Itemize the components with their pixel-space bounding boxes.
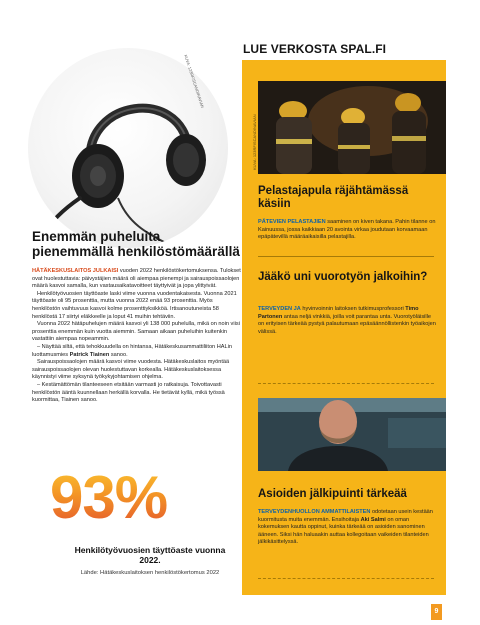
sidebar-title: LUE VERKOSTA SPAL.FI: [243, 42, 387, 56]
photo-credit: KUVA: 123RF/SCANDINAVIAN: [183, 54, 206, 109]
lead-paragraph: HÄTÄKESKUSLAITOS JULKAISI vuoden 2022 henkilöstökertomuksensa. Tulokset ovat huolestuttavia: päivystäjien määrä oli aiempaa pienempi ja sairauspoissaolojen määrä kasvoi samalla, kun vastausaikatavoitteet täyttyivät ja jopa ylittyivät.: [32, 268, 241, 290]
person-name: Timo Partonen: [258, 306, 419, 320]
headset-photo: [28, 48, 228, 248]
person-name: Aki Salmi: [360, 516, 386, 523]
item-title: Pelastajapula räjähtämässä käsiin: [258, 185, 409, 210]
quote-paragraph: – Näyttää siltä, että tehokkuudella on hintansa, Hätäkeskusammattiliiton HALin luottamusmies Patrick Tiainen sanoo.: [32, 343, 232, 358]
paragraph: Vuonna 2022 hätäpuhelujen määrä kasvoi yli 138 000 puhelulla, mikä on noin viisi prosenttia enemmän kuin vuotta aiemmin. Samaan aikaan puheluihin kuitenkin vastattiin aiempaa nopeammin.: [32, 321, 240, 343]
stat-number: 93%: [50, 464, 168, 531]
paragraph: – Kestämättömän tilanteeseen etsitään varmasti jo ratkaisuja. Toivottavasti henkilöstön ääntä kuunnellaan herkällä korvalla. He tietävät kyllä, mikä työssä kuormittaa, Tiainen sanoo.: [32, 381, 225, 404]
item-title: Jääkö uni vuorotyön jalkoihin?: [258, 271, 428, 283]
divider: [258, 578, 434, 579]
paragraph: Sairauspoissaolojen määrä kasvoi viime vuodesta. Hätäkeskuslaitos myöntää sairauspoissaolojen olevan huolestuttavan korkealla. Hätäkeskuslaitoksessa käynnistyi viime syksynä työkykyjohtamisen ohjelma.: [32, 359, 230, 381]
divider: [258, 256, 434, 257]
headset-illustration: [28, 48, 228, 248]
item-kicker: PÄTEVIEN PELASTAJIEN: [258, 219, 326, 225]
article-headline: Enemmän puheluita pienemmällä henkilöstömäärällä: [32, 229, 240, 259]
item-body: PÄTEVIEN PELASTAJIEN saaminen on kiven takana. Pahin tilanne on Kainuussa, jossa kaikkiaan 20 avointa virkaa joudutaan korvaamaan epäpätevillä määräaikaisilla pelastajilla.: [258, 219, 436, 241]
stat-label: Henkilötyövuosien täyttöaste vuonna 2022.: [74, 545, 226, 565]
article-body: [32, 268, 242, 405]
item-kicker: TERVEYDENHUOLLON AMMATTILAISTEN: [258, 509, 371, 515]
paragraph: Henkilötyövuosien täyttöaste laski viime vuonna vuodentakaisesta. Vuonna 2021 täyttöaste oli 95 prosenttia, mutta vuonna 2022 enää 93 prosenttia. Myös henkilöstön vaihtuvuus kasvoi kolme prosenttiyksikköä. Irtisanoutuneista 58 henkilöstä 17 siirtyi eläkkeelle ja loput 41 muihin tehtäviin.: [32, 290, 237, 320]
firefighter-photo: [258, 81, 446, 174]
paramedic-illustration: [258, 398, 446, 471]
divider: [258, 383, 434, 384]
item-body: TERVEYDENHUOLLON AMMATTILAISTEN odotetaan usein kestään kuormitusta muita enemmän. Ensihoitaja Aki Salmi on oman kokemuksen kautta oppinut, kuinka tärkeää on asioiden sanominen ääneen. Siksi hän haluaakin auttaa kollegoitaan vaikeiden tilanteiden jälkikäsittelyssä.: [258, 509, 433, 546]
item-body: TERVEYDEN JA hyvinvoinnin laitoksen tutkimusprofessori Timo Partonen antaa neljä vinkkiä, joilla voit parantaa unta. Vuorotyöläisille on erityisen tärkeää pystyä palautumaan epäsäännöllistenkin työaikojen välissä.: [258, 306, 436, 335]
photo-credit: KUVA: 123RF/SCANDINAVIAN: [252, 114, 257, 170]
article-kicker: HÄTÄKESKUSLAITOS JULKAISI: [32, 268, 119, 274]
page-number: 9: [431, 604, 442, 620]
firefighters-illustration: [258, 81, 446, 174]
stat-source: Lähde: Hätäkeskuslaitoksen henkilöstökertomus 2022: [80, 570, 220, 576]
person-name: Patrick Tiainen: [69, 351, 110, 358]
item-title: Asioiden jälkipuinti tärkeää: [258, 488, 407, 500]
item-kicker: TERVEYDEN JA: [258, 306, 301, 312]
paramedic-photo: [258, 398, 446, 471]
